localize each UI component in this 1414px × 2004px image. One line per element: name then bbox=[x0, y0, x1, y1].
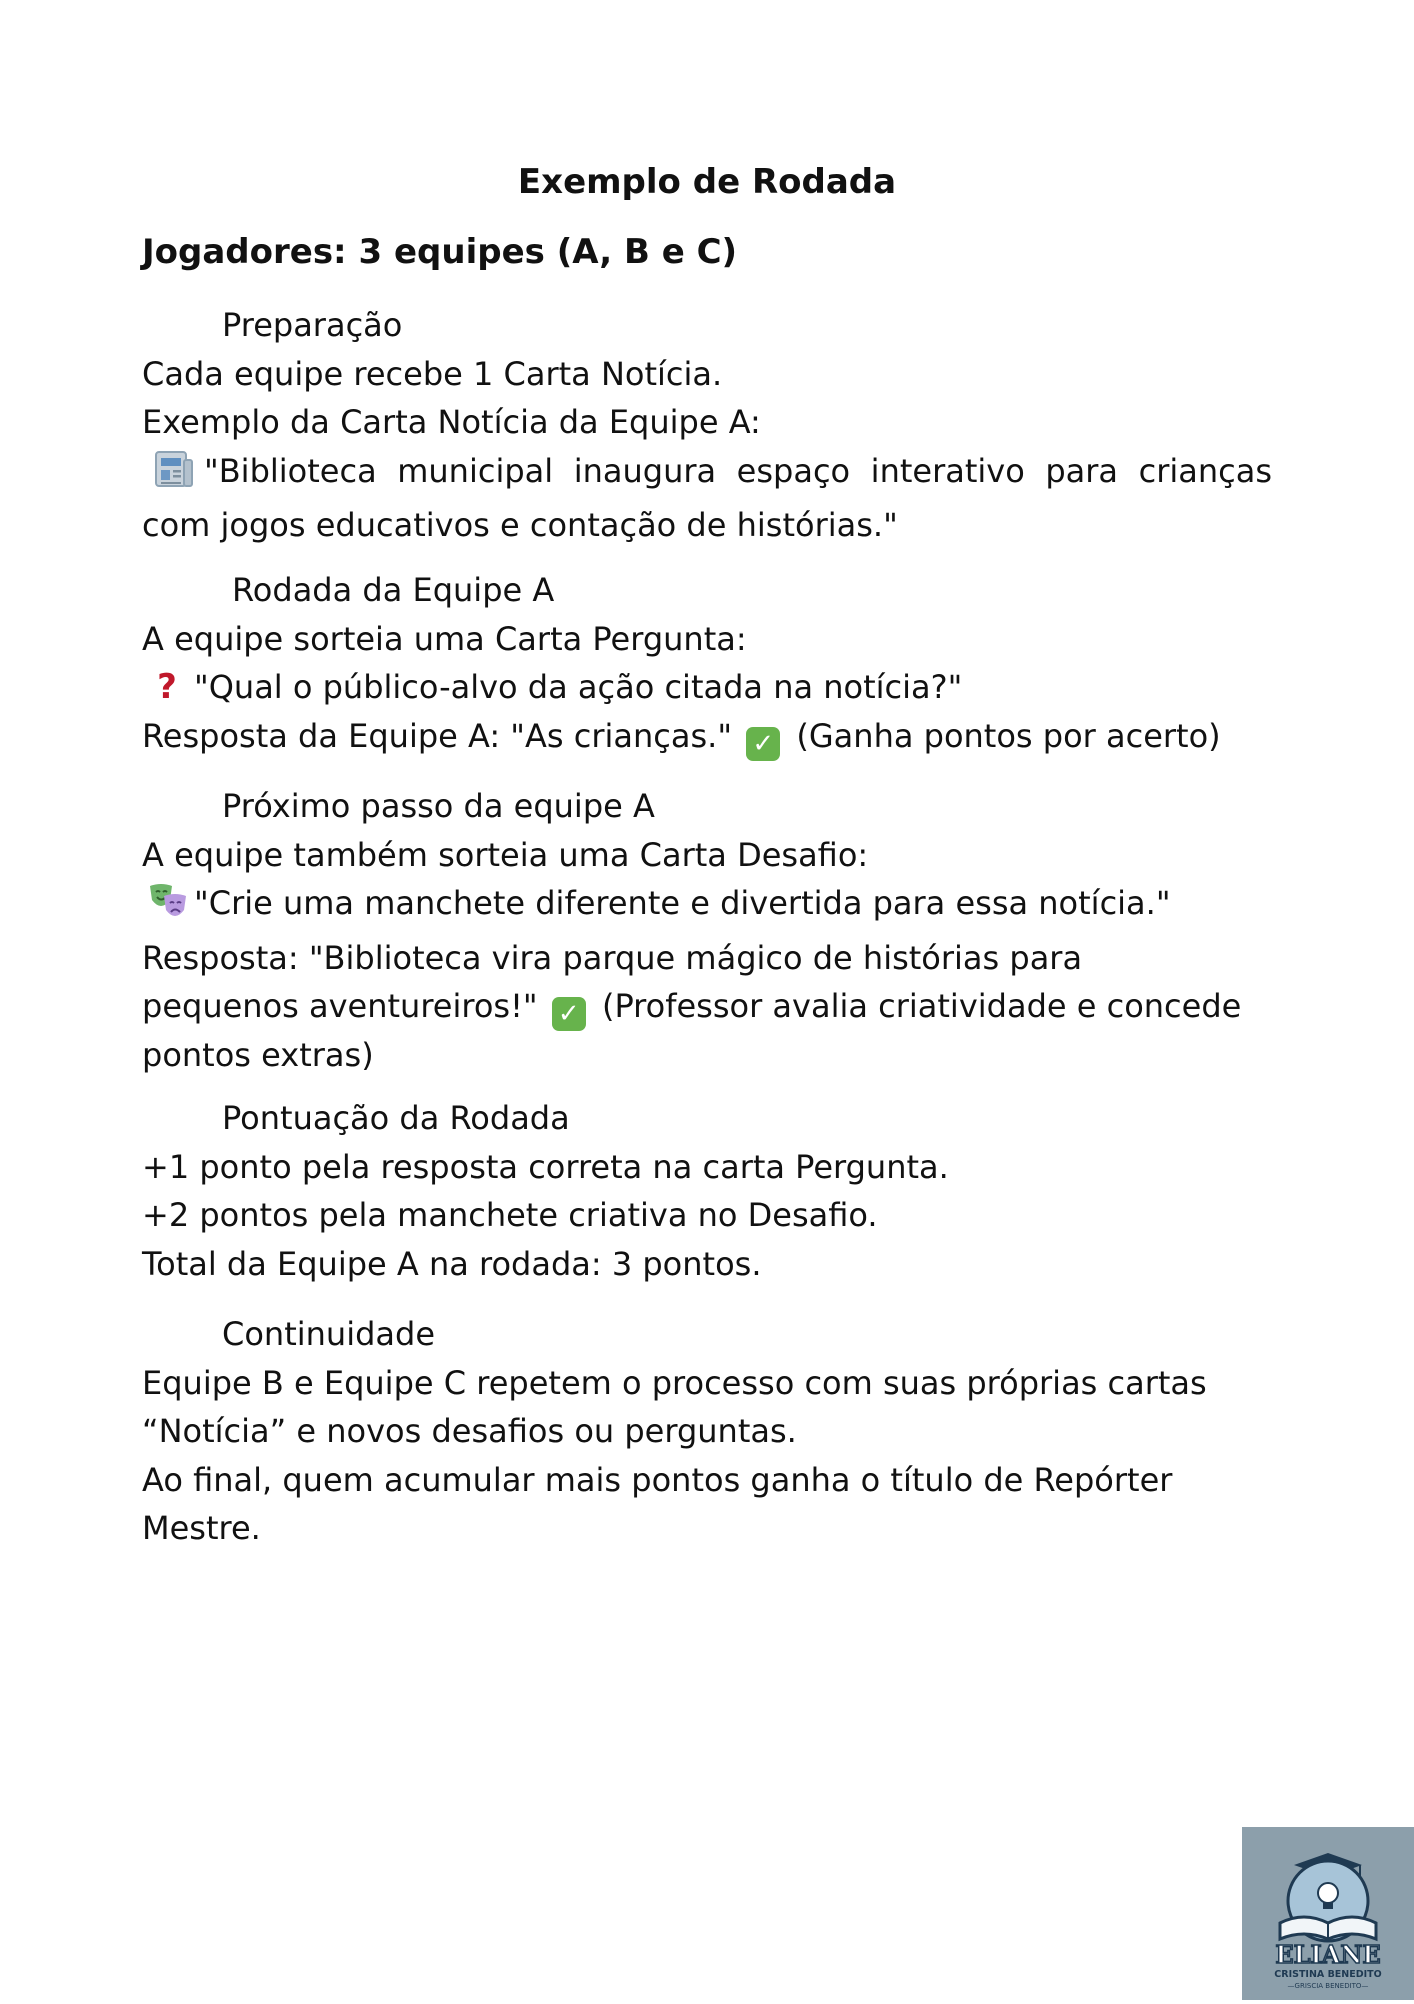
logo-graphic bbox=[1242, 1827, 1414, 2000]
paragraph-line: pontos extras) bbox=[142, 1036, 374, 1074]
answer-note: (Professor avalia criatividade e concede bbox=[601, 987, 1242, 1025]
svg-text:CRISTINA BENEDITO: CRISTINA BENEDITO bbox=[1274, 1969, 1382, 1980]
section-preparacao bbox=[142, 301, 1272, 550]
paragraph-line: A equipe sorteia uma Carta Pergunta: bbox=[142, 619, 747, 658]
paragraph-line: +2 pontos pela manchete criativa no Desafio. bbox=[142, 1196, 878, 1234]
paragraph-line: Resposta: "Biblioteca vira parque mágico de histórias para bbox=[142, 938, 1083, 977]
answer-text: Resposta da Equipe A: "As crianças." bbox=[142, 716, 733, 755]
section-heading: Pontuação da Rodada bbox=[222, 1099, 570, 1137]
newspaper-icon bbox=[154, 450, 194, 502]
paragraph-line: A equipe também sorteia uma Carta Desafio: bbox=[142, 835, 869, 874]
challenge-text: "Crie uma manchete diferente e divertida para essa notícia." bbox=[194, 884, 1171, 922]
paragraph-line: Ao final, quem acumular mais pontos ganha o título de Repórter bbox=[142, 1460, 1173, 1499]
paragraph-line: Mestre. bbox=[142, 1509, 261, 1547]
section-pontuacao bbox=[142, 1094, 1272, 1288]
theater-masks-icon bbox=[148, 882, 188, 934]
section-heading: Continuidade bbox=[222, 1315, 436, 1353]
question-mark-icon: ? bbox=[157, 667, 177, 707]
paragraph-line: “Notícia” e novos desafios ou perguntas. bbox=[142, 1412, 797, 1450]
answer-text: pequenos aventureiros!" bbox=[142, 987, 538, 1025]
check-mark-icon: ✓ bbox=[552, 997, 586, 1031]
svg-text:ELIANE: ELIANE bbox=[1275, 1940, 1381, 1969]
answer-note: (Ganha pontos por acerto) bbox=[796, 716, 1221, 755]
paragraph-line: Equipe B e Equipe C repetem o processo com suas próprias cartas bbox=[142, 1363, 1207, 1402]
answer-line bbox=[142, 712, 1272, 761]
section-heading: Rodada da Equipe A bbox=[232, 571, 555, 609]
eliane-logo bbox=[1242, 1827, 1414, 2000]
paragraph-line: Total da Equipe A na rodada: 3 pontos. bbox=[142, 1244, 762, 1283]
section-proximo bbox=[142, 782, 1272, 1080]
svg-text:—GRISCIA BENEDITO—: —GRISCIA BENEDITO— bbox=[1287, 1982, 1369, 1990]
news-card-quote bbox=[142, 447, 1272, 550]
challenge-card-line bbox=[142, 879, 1272, 934]
news-quote-text: "Biblioteca municipal inaugura espaço interativo para crianças com jogos educativos e contação de histórias." bbox=[142, 451, 1272, 544]
answer-line bbox=[142, 982, 1272, 1031]
players-heading: Jogadores: 3 equipes (A, B e C) bbox=[142, 232, 738, 272]
check-mark-icon: ✓ bbox=[746, 727, 780, 761]
section-continuidade bbox=[142, 1310, 1272, 1553]
paragraph-line: Exemplo da Carta Notícia da Equipe A: bbox=[142, 403, 761, 441]
document-title: Exemplo de Rodada bbox=[517, 162, 897, 202]
section-rodada bbox=[142, 566, 1272, 761]
paragraph-line: Cada equipe recebe 1 Carta Notícia. bbox=[142, 354, 723, 393]
section-heading: Próximo passo da equipe A bbox=[222, 787, 655, 825]
paragraph-line: +1 ponto pela resposta correta na carta Pergunta. bbox=[142, 1147, 949, 1186]
question-card-line bbox=[142, 663, 1272, 712]
section-heading: Preparação bbox=[222, 306, 403, 344]
question-text: "Qual o público-alvo da ação citada na notícia?" bbox=[194, 668, 963, 706]
